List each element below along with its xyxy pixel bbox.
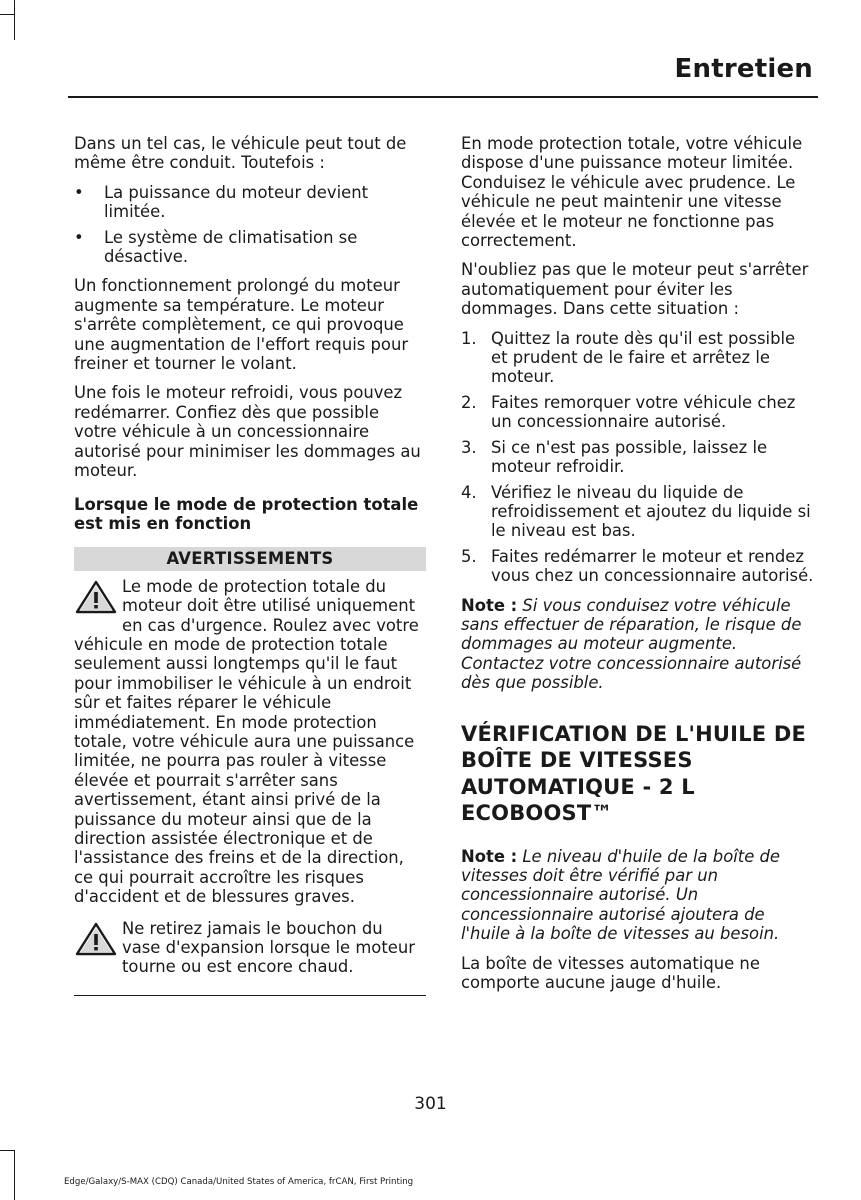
crop-mark-top-left-vertical [14,0,15,40]
list-number: 2. [461,392,477,412]
paragraph-protection-mode: En mode protection totale, votre véhicule dispose d'une puissance moteur limitée. Conduisez le véhicule avec prudence. Le véhicule ne peut maintenir une vitesse élevée et le moteur ne fonctionne pas correctement. [461,134,803,251]
warning-triangle-icon [74,579,118,617]
warning-box [74,547,426,996]
paragraph-auto-stop: N'oubliez pas que le moteur peut s'arrêter automatiquement pour éviter les dommages. Dans cette situation : [461,260,809,319]
paragraph-restart: Une fois le moteur refroidi, vous pouvez redémarrer. Confiez dès que possible votre véhicule à un concessionnaire autorisé pour minimiser les dommages au moteur. [74,383,421,481]
warning-text: Le mode de protection totale du moteur doit être utilisé uniquement en cas d'urgence. Roulez avec votre véhicule en mode de protection totale seulement aussi longtemps qu'il le faut pour immobiliser le véhicule à un endroit sûr et faites réparer le véhicule immédiatement. En mode protection totale, votre véhicule aura une puissance limitée, ne pourra pas rouler à vitesse élevée et pourrait s'arrêter sans avertissement, étant ainsi privé de la puissance du moteur ainsi que de la direction assistée électronique et de l'assistance des freins et de la direction, ce qui pourrait accroître les risques d'accident et de blessures graves. [74,576,419,907]
warning-item [74,919,426,977]
note-text: Le niveau d'huile de la boîte de vitesses doit être vérifié par un concessionnaire autorisé. Un concessionnaire autorisé ajoutera de l'huile à la boîte de vitesses au besoin. [461,846,780,944]
warning-item [74,577,426,907]
list-item [461,438,815,477]
warning-triangle-icon [74,921,118,959]
crop-mark-bottom-left-vertical [14,1150,15,1200]
list-item [74,228,426,267]
list-item-text: Faites redémarrer le moteur et rendez vous chez un concessionnaire autorisé. [491,546,814,586]
page-title: Entretien [674,54,813,84]
crop-mark-top-left-horizontal [0,14,14,15]
paragraph-no-dipstick: La boîte de vitesses automatique ne comporte aucune jauge d'huile. [461,953,760,992]
note-label: Note : [461,846,518,866]
list-item-text: Si ce n'est pas possible, laissez le moteur refroidir. [491,437,768,477]
list-item [74,183,426,222]
header-rule [68,96,818,98]
bullet-mark: • [74,227,84,247]
list-item [461,393,815,432]
list-number: 4. [461,482,477,502]
list-number: 1. [461,328,477,348]
list-number: 3. [461,437,477,457]
list-item-text: La puissance du moteur devient limitée. [104,182,369,222]
footer-text: Edge/Galaxy/S-MAX (CDQ) Canada/United States of America, frCAN, First Printing [64,1177,414,1187]
list-item [461,329,815,387]
intro-paragraph: Dans un tel cas, le véhicule peut tout de même être conduit. Toutefois : [74,134,407,173]
note-label: Note : [461,595,518,615]
warning-heading: AVERTISSEMENTS [74,547,426,570]
right-column [461,134,815,1002]
list-item [461,483,815,541]
section-title: VÉRIFICATION DE L'HUILE DE BOÎTE DE VITESSES AUTOMATIQUE - 2 L ECOBOOST™ [461,721,807,826]
list-item-text: Faites remorquer votre véhicule chez un concessionnaire autorisé. [491,392,796,432]
bullet-mark: • [74,182,84,202]
crop-mark-bottom-left-horizontal [0,1150,14,1151]
list-item-text: Le système de climatisation se désactive. [104,227,358,267]
numbered-list [461,329,815,586]
bullet-list [74,183,426,267]
list-item [461,547,815,586]
left-column [74,134,426,996]
list-item-text: Quittez la route dès qu'il est possible et prudent de le faire et arrêtez le moteur. [491,328,796,387]
note-text: Si vous conduisez votre véhicule sans effectuer de réparation, le risque de dommages au moteur augmente. Contactez votre concessionnaire autorisé dès que possible. [461,595,802,693]
page-number: 301 [414,1094,447,1114]
note-paragraph [461,596,815,693]
list-item-text: Vérifiez le niveau du liquide de refroidissement et ajoutez du liquide si le niveau est bas. [491,482,811,541]
warning-text: Ne retirez jamais le bouchon du vase d'expansion lorsque le moteur tourne ou est encore chaud. [122,918,415,977]
list-number: 5. [461,546,477,566]
paragraph-engine-temperature: Un fonctionnement prolongé du moteur augmente sa température. Le moteur s'arrête complètement, ce qui provoque une augmentation de l'effort requis pour freiner et tourner le volant. [74,276,409,374]
subheading: Lorsque le mode de protection totale est mis en fonction [74,494,419,533]
note-paragraph [461,847,815,944]
